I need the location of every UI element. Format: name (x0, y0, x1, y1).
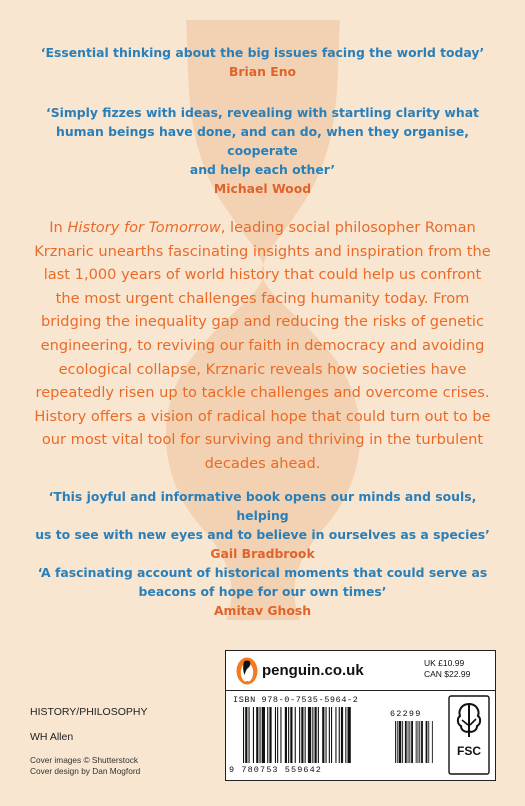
quote-3 (30, 487, 495, 563)
quote-3-author: Gail Bradbrook (210, 546, 315, 561)
panel-divider (226, 690, 495, 691)
publisher-name: WH Allen (30, 731, 74, 743)
price-can: CAN $22.99 (424, 669, 471, 679)
book-title: History for Tomorrow (67, 219, 221, 236)
price-box (424, 658, 470, 680)
ean-digits: 9 780753 559642 (229, 765, 323, 775)
book-description (30, 216, 495, 476)
quote-4-text: ‘A fascinating account of historical moments that could serve as beacons of hope for our own times’ (37, 565, 488, 599)
fsc-label: FSC (457, 744, 481, 758)
category-label: HISTORY/PHILOSOPHY (30, 706, 148, 718)
quote-3-text: ‘This joyful and informative book opens our minds and souls, helping us to see with new eyes and to believe in ourselves as a species’ (35, 489, 490, 542)
quote-1 (30, 43, 495, 81)
blurb-intro: In (49, 219, 68, 236)
design-credit: Cover design by Dan Mogford (30, 766, 141, 776)
fsc-tree-icon (448, 695, 490, 775)
image-credit: Cover images © Shutterstock (30, 755, 139, 765)
quote-2-author: Michael Wood (213, 181, 312, 196)
quote-4 (30, 563, 495, 620)
quote-4-author: Amitav Ghosh (213, 603, 312, 618)
quote-1-author: Brian Eno (228, 64, 297, 79)
quote-2 (30, 103, 495, 198)
penguin-icon (236, 657, 258, 685)
blurb-body: , leading social philosopher Roman Krznaric unearths fascinating insights and inspiration from the last 1,000 years of world history that could help us confront the most urgent challenges facing humanity today. From bridging the inequality gap and reducing the risks of genetic engineering, to reviving our faith in democracy and avoiding ecological collapse, Krznaric reveals how societies have repeatedly risen up to tackle challenges and overcome crises. History offers a vision of radical hope that could turn out to be our most vital tool for surviving and thriving in the turbulent decades ahead. (34, 219, 491, 472)
barcode-panel (225, 650, 496, 781)
quote-2-text: ‘Simply fizzes with ideas, revealing with startling clarity what human beings have done, and can do, when they organise, cooperate and help each other’ (45, 105, 479, 177)
price-uk: UK £10.99 (424, 658, 465, 668)
quote-1-text: ‘Essential thinking about the big issues facing the world today’ (40, 45, 485, 60)
isbn-number: ISBN 978-0-7535-5964-2 (233, 695, 359, 705)
penguin-url[interactable]: penguin.co.uk (262, 662, 364, 679)
addon-code: 62299 (390, 709, 422, 719)
